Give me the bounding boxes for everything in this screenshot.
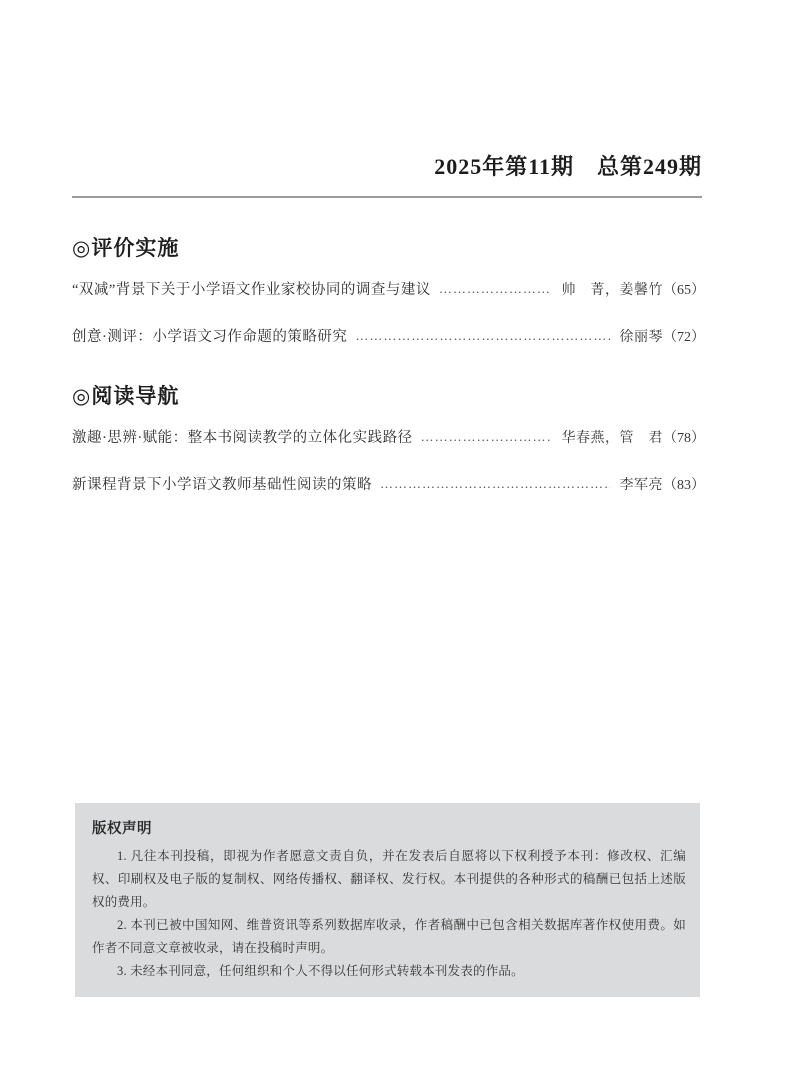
copyright-paragraph: 3. 未经本刊同意，任何组织和个人不得以任何形式转载本刊发表的作品。	[117, 964, 524, 978]
article-title: 激趣·思辨·赋能：整本书阅读教学的立体化实践路径	[72, 430, 413, 446]
header-divider	[72, 196, 702, 198]
article-authors: 李军亮	[619, 478, 663, 493]
article-title: 创意·测评：小学语文习作命题的策略研究	[72, 329, 348, 345]
section-heading: ◎阅读导航	[72, 385, 180, 408]
copyright-paragraph: 2. 本刊已被中国知网、维普资讯等系列数据库收录，作者稿酬中已包含相关数据库著作权使用费。如作者不同意文章被收录，请在投稿时声明。	[92, 918, 686, 955]
copyright-notice-title: 版权声明	[92, 821, 152, 837]
article-authors: 徐丽琴	[619, 330, 663, 345]
toc-section-evaluation	[72, 236, 705, 348]
copyright-notice-box	[75, 803, 700, 997]
copyright-paragraph: 1. 凡往本刊投稿，即视为作者愿意文责自负，并在发表后自愿将以下权利授予本刊：修改权、汇编权、印刷权及电子版的复制权、网络传播权、翻译权、发行权。本刊提供的各种形式的稿酬已包括上述版权的费用。	[92, 849, 686, 909]
article-page-number: （72）	[663, 330, 705, 345]
dot-leader	[355, 326, 609, 346]
article-page-number: （65）	[663, 283, 705, 298]
dot-leader	[439, 279, 552, 299]
article-title: “双减”背景下关于小学语文作业家校协同的调查与建议	[72, 282, 431, 298]
article-page-number: （78）	[663, 431, 705, 446]
article-authors: 帅 菁，姜馨竹	[561, 283, 663, 298]
section-heading: ◎评价实施	[72, 237, 180, 260]
dot-leader	[421, 427, 552, 447]
toc-entry	[72, 475, 705, 496]
toc-entry	[72, 428, 705, 449]
article-page-number: （83）	[663, 478, 705, 493]
toc-section-reading	[72, 384, 705, 496]
dot-leader	[380, 474, 610, 494]
toc-entry	[72, 327, 705, 348]
article-title: 新课程背景下小学语文教师基础性阅读的策略	[72, 477, 372, 493]
issue-label: 2025年第11期 总第249期	[434, 154, 702, 179]
article-authors: 华春燕，管 君	[561, 431, 663, 446]
toc-entry	[72, 280, 705, 301]
